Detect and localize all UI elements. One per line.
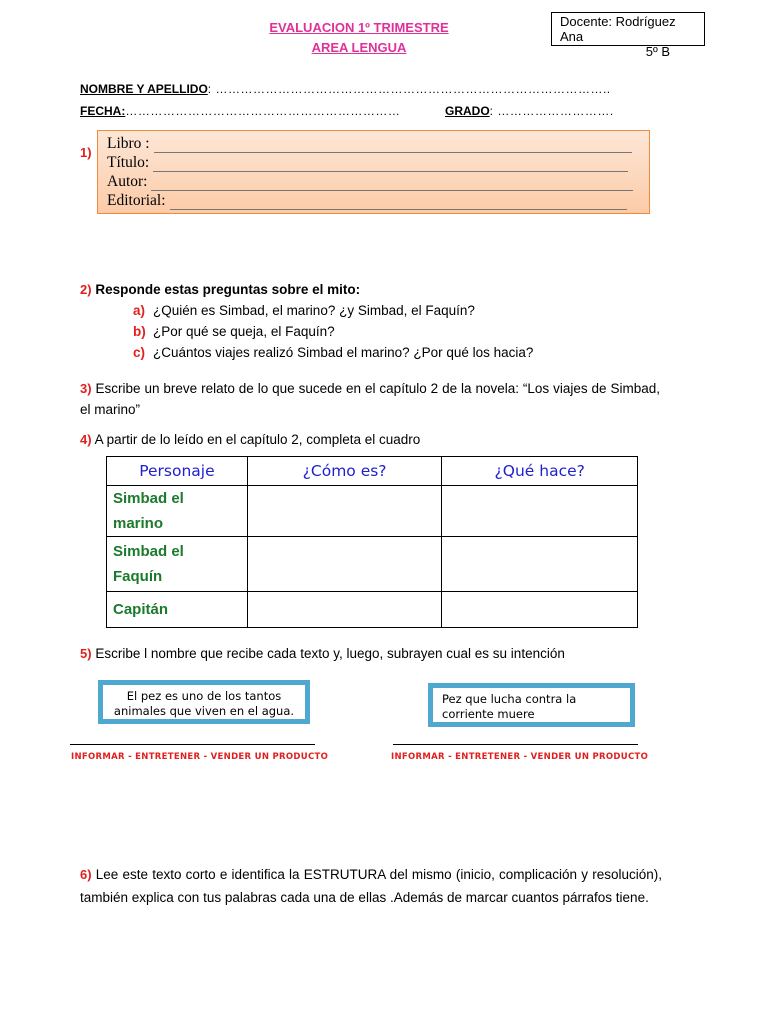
answer-cell[interactable] — [442, 486, 638, 537]
text-box-1-content: El pez es uno de los tantos animales que viven en el agua. — [113, 689, 295, 718]
author-line — [151, 176, 633, 191]
character-name — [107, 537, 248, 592]
header-como-es: ¿Cómo es? — [247, 457, 442, 486]
item-letter: a) — [133, 303, 146, 318]
q2-text: Responde estas preguntas sobre el mito: — [95, 282, 361, 297]
q4-text: A partir de lo leído en el capítulo 2, completa el cuadro — [94, 432, 421, 447]
text-box-2-content: Pez que lucha contra la corriente muere — [442, 692, 577, 721]
table-row — [107, 592, 638, 628]
intention-options-1[interactable]: INFORMAR - ENTRETENER - VENDER UN PRODUCTO — [71, 752, 329, 762]
book-info-box — [97, 130, 650, 214]
header-personaje: Personaje — [107, 457, 248, 486]
date-label: FECHA: — [80, 104, 126, 118]
grade-field-label: GRADO — [445, 104, 490, 118]
q1-number: 1) — [80, 145, 92, 160]
name-label: NOMBRE Y APELLIDO — [80, 82, 208, 96]
q6-text: Lee este texto corto e identifica la ESTRUTURA del mismo (inicio, complicación y resolución), también explica con tus palabras cada una de ellas .Además de marcar cuantos párrafos tiene. — [80, 867, 662, 905]
answer-cell[interactable] — [442, 592, 638, 628]
item-letter: b) — [133, 324, 146, 339]
title-line — [153, 157, 628, 172]
book-label: Libro : — [107, 135, 150, 152]
q5-number: 5) — [80, 646, 92, 661]
book-row-autor[interactable] — [107, 172, 649, 191]
name-field[interactable] — [80, 82, 611, 96]
list-item — [133, 342, 533, 363]
book-row-libro[interactable] — [107, 134, 649, 153]
item-letter: c) — [133, 345, 146, 360]
table-row — [107, 486, 638, 537]
answer-cell[interactable] — [442, 537, 638, 592]
text-box-2 — [428, 683, 635, 727]
q5-prompt — [80, 646, 565, 661]
date-field[interactable] — [80, 104, 400, 118]
q2-number: 2) — [80, 282, 92, 297]
author-label: Autor: — [107, 173, 148, 190]
character-table — [106, 456, 638, 628]
answer-cell[interactable] — [247, 537, 442, 592]
character-name-line1: Capitán — [113, 601, 169, 618]
character-name-line1: Simbad el — [113, 543, 184, 560]
publisher-label: Editorial: — [107, 192, 166, 209]
book-row-editorial[interactable] — [107, 191, 649, 210]
q3-number: 3) — [80, 381, 92, 396]
teacher-box — [551, 12, 705, 59]
table-header-row — [107, 457, 638, 486]
list-item — [133, 321, 533, 342]
item-text: ¿Quién es Simbad, el marino? ¿y Simbad, el Faquín? — [153, 303, 475, 318]
item-text: ¿Cuántos viajes realizó Simbad el marino? ¿Por qué los hacia? — [153, 345, 534, 360]
book-row-titulo[interactable] — [107, 153, 649, 172]
q4-number: 4) — [80, 432, 92, 447]
q4-prompt — [80, 432, 420, 447]
q3-prompt — [80, 378, 660, 420]
answer-cell[interactable] — [247, 486, 442, 537]
answer-line-1[interactable] — [70, 744, 315, 745]
intention-options-2[interactable]: INFORMAR - ENTRETENER - VENDER UN PRODUCTO — [391, 752, 649, 762]
header-que-hace: ¿Qué hace? — [442, 457, 638, 486]
answer-line-2[interactable] — [393, 744, 638, 745]
teacher-name: Docente: Rodríguez Ana — [560, 14, 676, 44]
item-text: ¿Por qué se queja, el Faquín? — [153, 324, 335, 339]
q3-text: Escribe un breve relato de lo que sucede en el capítulo 2 de la novela: “Los viajes de Simbad, el marino” — [80, 381, 660, 417]
grade-field[interactable] — [445, 104, 614, 118]
grade-label: 5º B — [645, 44, 670, 59]
character-name — [107, 592, 248, 628]
q6-number: 6) — [80, 867, 92, 882]
title-label: Título: — [107, 154, 150, 171]
q2-prompt — [80, 282, 360, 297]
character-name-line2: marino — [113, 515, 164, 532]
name-dots: : ………………………………………………………………………………….. — [207, 82, 611, 96]
character-name — [107, 486, 248, 537]
q6-prompt — [80, 863, 662, 909]
table-row — [107, 537, 638, 592]
exam-title: EVALUACION 1º TRIMESTRE — [269, 20, 449, 35]
grade-dots: : ………………………. — [489, 104, 614, 118]
date-dots: ………………………………………………………… — [125, 104, 401, 118]
answer-cell[interactable] — [247, 592, 442, 628]
character-name-line2: Faquín — [113, 568, 163, 585]
exam-subject: AREA LENGUA — [311, 40, 407, 55]
text-box-1 — [98, 680, 310, 724]
character-name-line1: Simbad el — [113, 490, 184, 507]
book-line — [154, 138, 632, 153]
list-item — [133, 300, 533, 321]
q2-list — [133, 300, 533, 363]
publisher-line — [170, 195, 627, 210]
q5-text: Escribe l nombre que recibe cada texto y, luego, subrayen cual es su intención — [95, 646, 565, 661]
